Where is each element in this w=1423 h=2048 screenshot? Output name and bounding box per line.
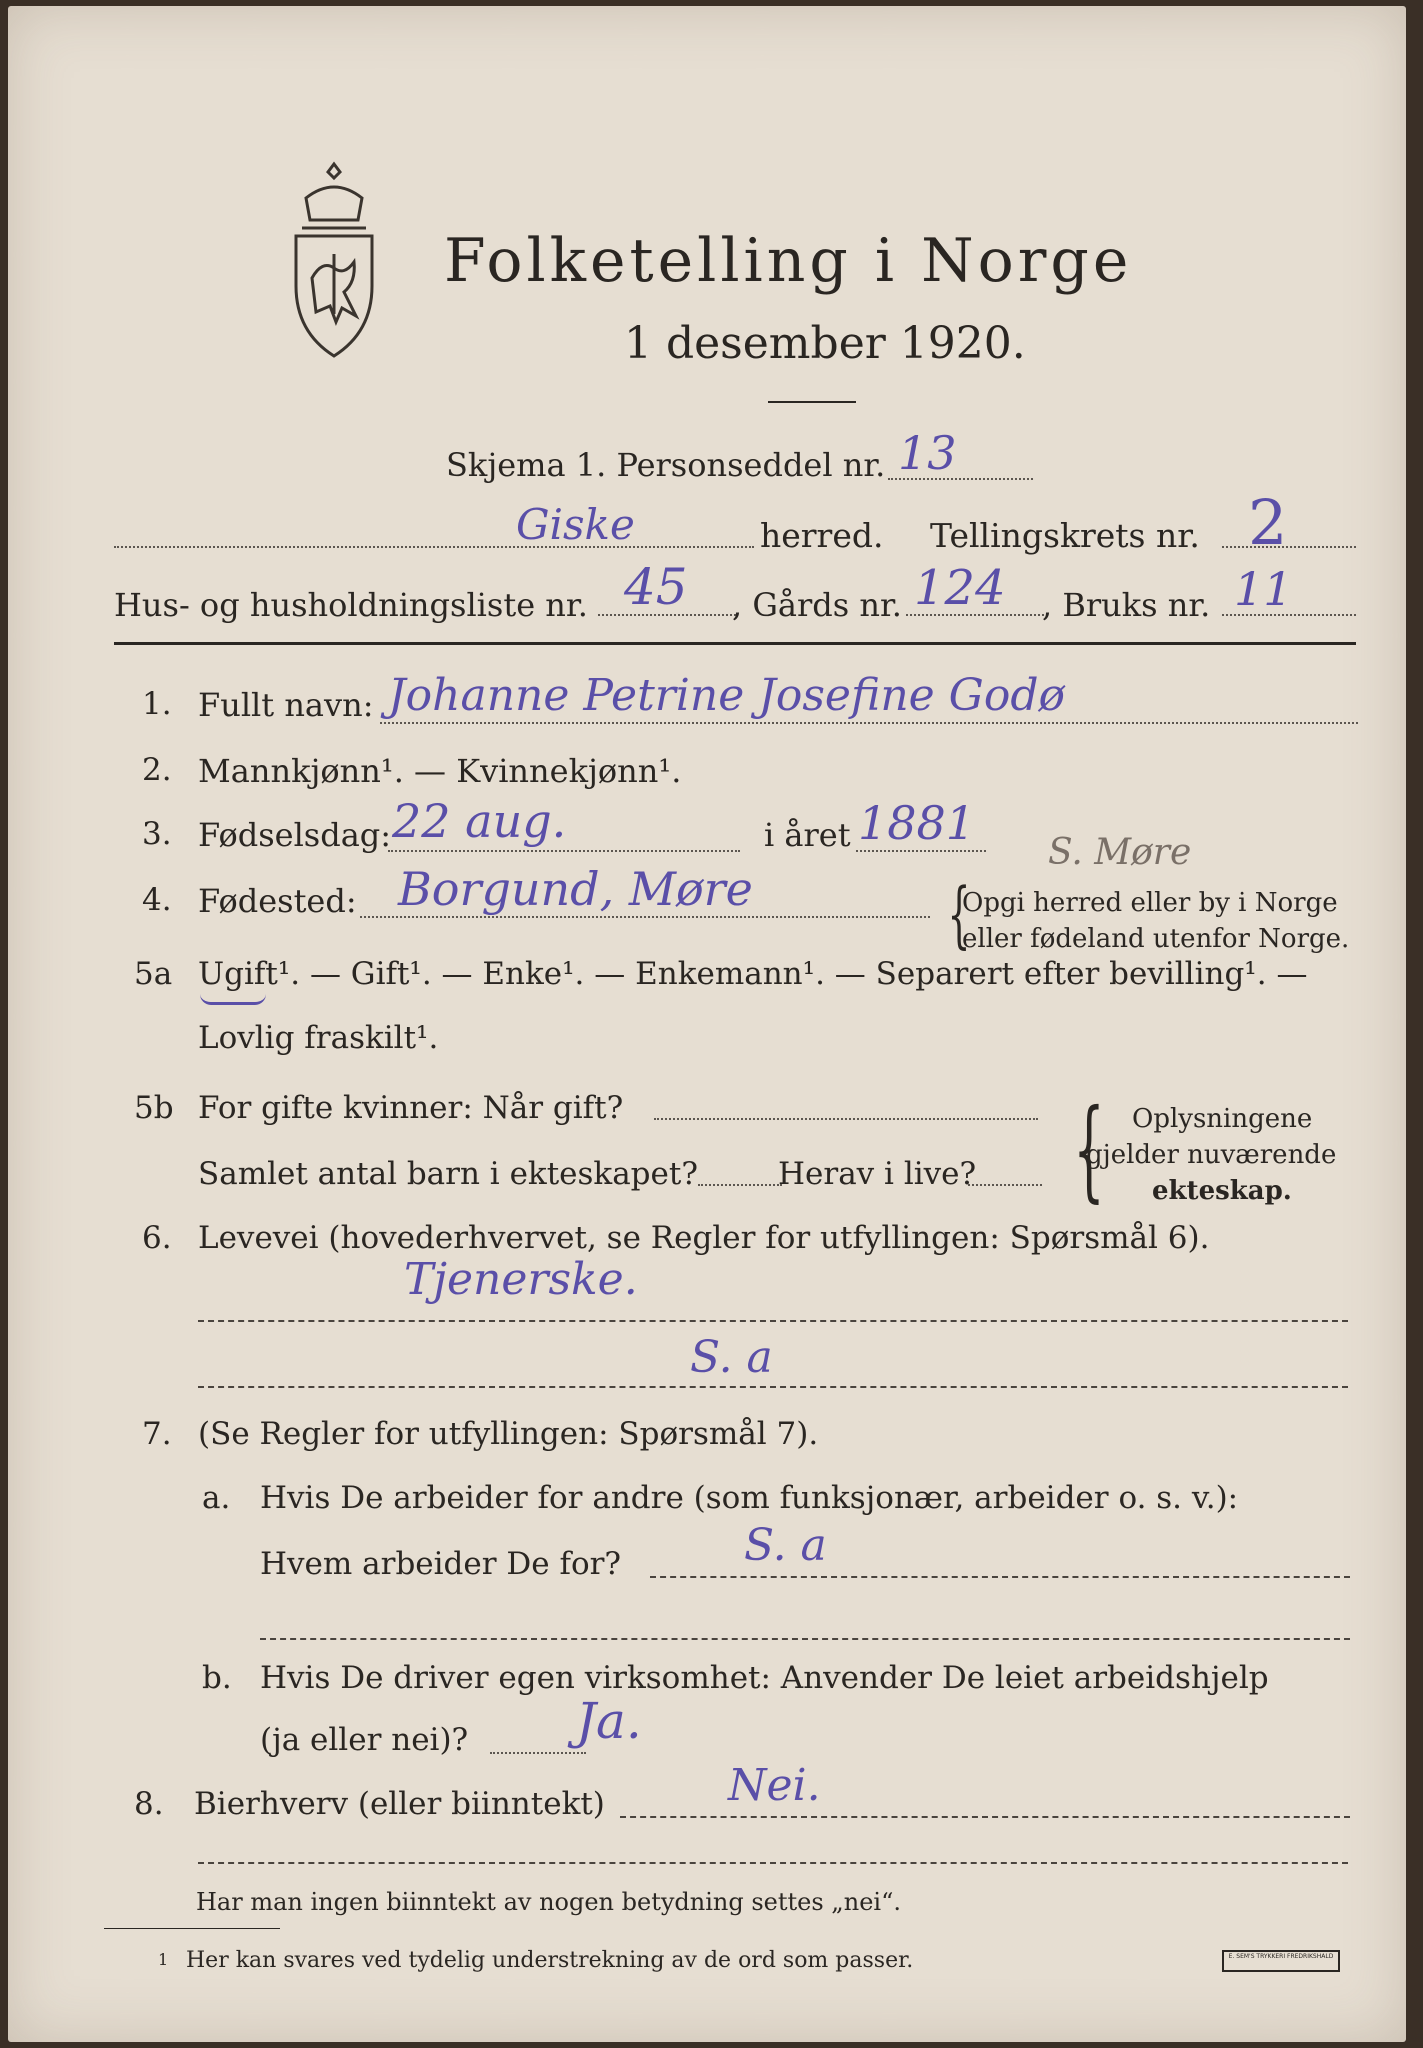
q8-line2 [198,1862,1348,1864]
q5b-children-label: Samlet antal barn i ekteskapet? [198,1156,698,1192]
q3-date-line [388,850,740,852]
q7b-answer-value: Ja. [576,1692,642,1750]
q3-year-value: 1881 [858,796,976,850]
herred-value: Giske [516,500,635,549]
q3-number: 3. [142,816,172,852]
q8-number: 8. [134,1786,164,1822]
header-divider [114,642,1356,645]
herred-label: herred. [760,516,884,555]
q5b-hint-line3: ekteskap. [1152,1176,1292,1206]
husliste-value: 45 [624,558,688,616]
q7-label: (Se Regler for utfyllingen: Spørsmål 7). [198,1416,819,1452]
form-title: Folketelling i Norge [444,226,1133,296]
q7b-line2: (ja eller nei)? [260,1722,469,1758]
gards-value: 124 [914,560,1006,616]
census-date: 1 desember 1920. [624,318,1026,369]
q7a-line1: Hvis De arbeider for andre (som funksjonær, arbeider o. s. v.): [260,1480,1239,1516]
q4-hint-line2: eller fødeland utenfor Norge. [962,924,1350,954]
q7a-line-employer [650,1576,1350,1578]
tellingskrets-label: Tellingskrets nr. [930,516,1200,555]
husliste-label: Hus- og husholdningsliste nr. [114,586,588,624]
q5b-children-line [698,1184,782,1186]
q4-hint-line1: Opgi herred eller by i Norge [962,888,1338,918]
q2-number: 2. [142,752,172,788]
personseddel-nr-value: 13 [898,426,957,480]
q3-label: Fødselsdag: [198,816,392,854]
q5a-number: 5a [134,956,173,992]
q8-label: Bierhverv (eller biinntekt) [194,1786,605,1822]
q5b-hint-brace: { [1073,1085,1105,1213]
q1-value: Johanne Petrine Josefine Godø [388,670,1065,721]
q5a-options: Ugift¹. — Gift¹. — Enke¹. — Enkemann¹. — Separert efter bevilling¹. — [198,956,1308,992]
q6-line1 [198,1320,1348,1322]
q6-occupation-value2: S. a [690,1332,773,1383]
bruks-label: , Bruks nr. [1042,586,1211,624]
q7b-answer-line [490,1752,586,1754]
q5b-number: 5b [134,1090,174,1126]
q5b-line1: For gifte kvinner: Når gift? [198,1090,624,1126]
q7a-line2: Hvem arbeider De for? [260,1546,622,1582]
q2-label: Mannkjønn¹. — Kvinnekjønn¹. [198,752,682,790]
footer-note: Har man ingen biinntekt av nogen betydning settes „nei“. [196,1888,901,1916]
q5a-options-line2: Lovlig fraskilt¹. [198,1020,439,1056]
q6-number: 6. [142,1220,172,1256]
printer-stamp-text: E. SEM'S TRYKKERI FREDRIKSHALD [1228,1953,1334,1960]
q3-birthday-value: 22 aug. [392,794,567,848]
q4-number: 4. [142,882,172,918]
q1-number: 1. [142,686,172,722]
tellingskrets-value: 2 [1248,486,1288,559]
q1-label: Fullt navn: [198,686,374,724]
footnote-divider [104,1928,280,1929]
q3-year-label: i året [764,816,851,854]
footnote-text: Her kan svares ved tydelig understrekning av de ord som passer. [186,1948,914,1973]
gards-label: , Gårds nr. [732,586,902,624]
q7-number: 7. [142,1416,172,1452]
q8-line [620,1816,1350,1818]
q5b-alive-label: Herav i live? [778,1156,977,1192]
q7a-letter: a. [202,1480,231,1516]
title-divider [768,401,856,403]
q7a-line-extra [260,1638,1350,1640]
printer-stamp [1222,1950,1340,1972]
q7b-line1: Hvis De driver egen virksomhet: Anvender De leiet arbeidshjelp [260,1660,1269,1696]
footnote-mark: 1 [158,1950,169,1969]
q3-year-line [856,850,986,852]
q4-line [360,916,930,918]
q3-margin-note: S. Møre [1048,832,1192,873]
q6-occupation-value: Tjenerske. [404,1254,638,1305]
q7a-employer-value: S. a [744,1520,827,1571]
q5b-hint-line1: Oplysningene [1132,1104,1313,1134]
bruks-value: 11 [1234,562,1293,616]
q6-label: Levevei (hovederhvervet, se Regler for utfyllingen: Spørsmål 6). [198,1220,1210,1256]
q5b-alive-line [968,1184,1042,1186]
q5b-hint-line2: gjelder nuværende [1086,1140,1337,1170]
q8-value: Nei. [728,1760,821,1811]
coat-of-arms-emblem [276,158,392,358]
census-form [8,6,1406,2042]
herred-line [114,546,754,548]
schema-label: Skjema 1. Personseddel nr. [446,446,886,484]
q7b-letter: b. [202,1660,232,1696]
q4-hint-brace: { [947,872,971,956]
q5b-married-line [654,1118,1038,1120]
q6-line2 [198,1386,1348,1388]
q4-birthplace-value: Borgund, Møre [398,862,753,916]
q4-label: Fødested: [198,882,357,920]
ugift-underline-mark [200,994,266,1005]
tellingskrets-line [1222,546,1356,548]
q1-line [380,722,1358,724]
